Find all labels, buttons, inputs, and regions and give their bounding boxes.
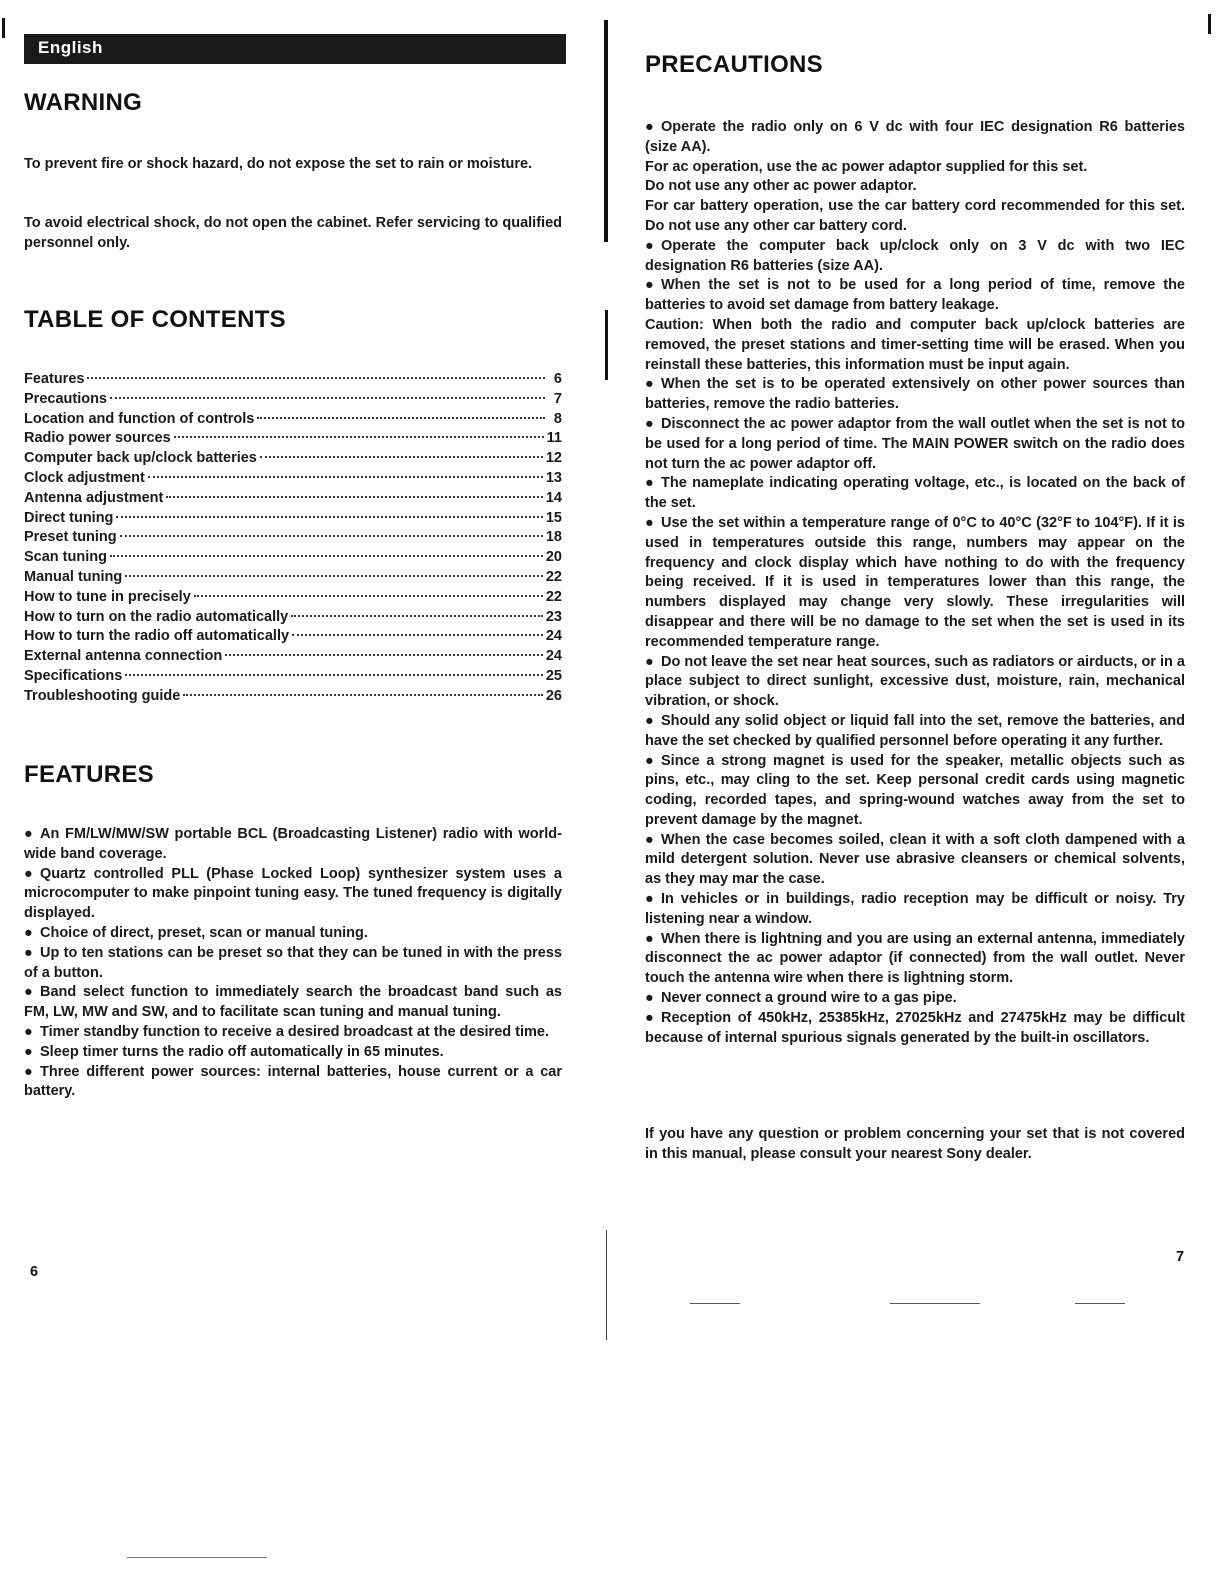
precaution-item <box>645 177 1185 197</box>
feature-item <box>24 1063 562 1103</box>
toc-leader-dots <box>292 634 543 636</box>
precautions-list <box>645 118 1185 1048</box>
precaution-item <box>645 276 1185 316</box>
precaution-item <box>645 831 1185 890</box>
precaution-item <box>645 653 1185 712</box>
bullet-icon: ● <box>645 653 654 670</box>
toc-entry-page: 20 <box>545 549 562 566</box>
toc-entry-page: 14 <box>545 489 562 506</box>
toc-leader-dots <box>120 535 543 537</box>
toc-entry-label: Preset tuning <box>24 529 117 546</box>
feature-text: Quartz controlled PLL (Phase Locked Loop) synthesizer system uses a microcomputer to make pinpoint tuning easy. The tuned frequency is digitally displayed. <box>24 865 562 922</box>
toc-entry-label: Manual tuning <box>24 568 123 585</box>
gutter-line-bottom <box>606 1230 607 1340</box>
precaution-text: For car battery operation, use the car battery cord recommended for this set. Do not use any other car battery cord. <box>645 198 1185 234</box>
toc-entry <box>24 589 562 609</box>
precaution-text: Do not leave the set near heat sources, such as radiators or airducts, or in a place subject to direct sunlight, excessive dust, moisture, rain, mechanical vibration, or shock. <box>645 653 1185 710</box>
bullet-icon: ● <box>645 376 654 393</box>
bullet-icon: ● <box>645 277 654 294</box>
toc-entry-page: 24 <box>545 648 562 665</box>
feature-text: Three different power sources: internal batteries, house current or a car battery. <box>24 1063 562 1100</box>
toc-leader-dots <box>260 456 543 458</box>
feature-item <box>24 983 562 1023</box>
toc-entry <box>24 628 562 648</box>
toc-entry-label: Troubleshooting guide <box>24 687 181 704</box>
precaution-text: For ac operation, use the ac power adaptor supplied for this set. <box>645 158 1088 175</box>
warning-paragraph-2: To avoid electrical shock, do not open the cabinet. Refer servicing to qualified personnel only. <box>24 215 562 251</box>
toc-entry <box>24 688 562 708</box>
precaution-text: Since a strong magnet is used for the speaker, metallic objects such as pins, etc., may cling to the set. Keep personal credit cards using magnetic coding, recorded tapes, and spring-wound watches away from the set to prevent damage by the magnet. <box>645 752 1185 828</box>
feature-item <box>24 944 562 984</box>
feature-item <box>24 1043 562 1063</box>
precaution-item <box>645 514 1185 653</box>
precaution-item <box>645 375 1185 415</box>
precaution-text: When there is lightning and you are using an external antenna, immediately disconnect the ac power adaptor (if connected) from the wall outlet. Never touch the antenna wire when there is lightning storm. <box>645 930 1185 987</box>
bullet-icon: ● <box>645 415 654 432</box>
precaution-item <box>645 1009 1185 1049</box>
toc-entry-page: 12 <box>545 450 562 467</box>
feature-text: Choice of direct, preset, scan or manual tuning. <box>40 924 368 941</box>
feature-text: Sleep timer turns the radio off automatically in 65 minutes. <box>40 1043 444 1060</box>
bullet-icon: ● <box>24 984 33 1001</box>
precaution-item <box>645 890 1185 930</box>
toc-leader-dots <box>87 377 545 379</box>
precaution-text: In vehicles or in buildings, radio reception may be difficult or noisy. Try listening near a window. <box>645 891 1185 927</box>
table-of-contents <box>24 371 562 708</box>
footer-rule-3 <box>1075 1303 1125 1304</box>
feature-item <box>24 825 562 865</box>
precaution-item <box>645 474 1185 514</box>
toc-leader-dots <box>116 516 542 518</box>
toc-entry <box>24 529 562 549</box>
precaution-item <box>645 237 1185 277</box>
toc-leader-dots <box>257 417 545 419</box>
toc-entry-label: How to turn the radio off automatically <box>24 628 290 645</box>
toc-leader-dots <box>148 476 543 478</box>
feature-text: Up to ten stations can be preset so that they can be tuned in with the press of a button. <box>24 944 562 981</box>
toc-entry-label: Antenna adjustment <box>24 489 164 506</box>
toc-entry-page: 26 <box>545 687 562 704</box>
toc-entry <box>24 668 562 688</box>
bullet-icon: ● <box>24 865 33 882</box>
toc-entry <box>24 609 562 629</box>
footer-rule-4 <box>127 1557 267 1558</box>
toc-leader-dots <box>110 555 543 557</box>
precaution-text: Never connect a ground wire to a gas pipe. <box>661 990 957 1007</box>
toc-entry-label: Specifications <box>24 667 123 684</box>
precaution-item <box>645 118 1185 158</box>
toc-entry-label: Clock adjustment <box>24 469 145 486</box>
toc-leader-dots <box>194 595 543 597</box>
bullet-icon: ● <box>645 514 654 531</box>
toc-entry-label: Location and function of controls <box>24 410 255 427</box>
bullet-icon: ● <box>24 1023 33 1040</box>
feature-item <box>24 924 562 944</box>
toc-leader-dots <box>174 436 544 438</box>
toc-leader-dots <box>166 496 542 498</box>
toc-heading: TABLE OF CONTENTS <box>24 306 286 333</box>
bullet-icon: ● <box>645 237 654 254</box>
precaution-text: Use the set within a temperature range of 0°C to 40°C (32°F to 104°F). If it is used in temperatures outside this range, numbers may appear on the frequency and clock display which have nothing to do with the frequency being received. If it is used in temperatures lower than this range, the numbers displayed may change very slowly. These irregularities will disappear and there will be no damage to the set when the set is used in its recommended temperature range. <box>645 514 1185 650</box>
bullet-icon: ● <box>645 712 654 729</box>
bullet-icon: ● <box>645 1009 654 1026</box>
precaution-text: Should any solid object or liquid fall into the set, remove the batteries, and have the set checked by qualified personnel before operating it any further. <box>645 712 1185 749</box>
toc-entry-label: Precautions <box>24 390 107 407</box>
precaution-text: The nameplate indicating operating voltage, etc., is located on the back of the set. <box>645 475 1185 512</box>
toc-entry <box>24 569 562 589</box>
features-list <box>24 825 562 1102</box>
toc-entry <box>24 430 562 450</box>
scan-edge-right <box>1208 14 1211 34</box>
toc-entry <box>24 490 562 510</box>
scan-edge-left <box>2 18 5 38</box>
precautions-closing: If you have any question or problem concerning your set that is not covered in this manual, please consult your nearest Sony dealer. <box>645 1126 1185 1162</box>
toc-entry-page: 11 <box>546 430 562 447</box>
toc-entry-label: Features <box>24 371 85 387</box>
toc-entry-label: Scan tuning <box>24 549 107 566</box>
bullet-icon: ● <box>645 990 654 1007</box>
toc-entry <box>24 450 562 470</box>
precaution-item <box>645 316 1185 375</box>
precaution-item <box>645 989 1185 1009</box>
precaution-item <box>645 158 1185 178</box>
bullet-icon: ● <box>645 831 654 848</box>
toc-entry <box>24 391 562 411</box>
toc-entry <box>24 470 562 490</box>
toc-entry-page: 8 <box>553 410 562 427</box>
toc-entry <box>24 371 562 391</box>
toc-leader-dots <box>225 654 543 656</box>
toc-entry-label: External antenna connection <box>24 648 223 665</box>
toc-entry <box>24 510 562 530</box>
toc-entry-page: 15 <box>545 509 562 526</box>
precautions-heading: PRECAUTIONS <box>645 51 823 78</box>
toc-entry-label: How to tune in precisely <box>24 588 191 605</box>
toc-leader-dots <box>125 674 543 676</box>
toc-entry-page: 22 <box>545 588 562 605</box>
footer-rule-2 <box>890 1303 980 1304</box>
precaution-text: Operate the computer back up/clock only on 3 V dc with two IEC designation R6 batteries (size AA). <box>645 237 1185 274</box>
toc-entry <box>24 549 562 569</box>
footer-rule-1 <box>690 1303 740 1304</box>
features-heading: FEATURES <box>24 761 154 788</box>
precaution-item <box>645 415 1185 474</box>
precaution-text: Do not use any other ac power adaptor. <box>645 178 917 195</box>
warning-paragraph-1: To prevent fire or shock hazard, do not expose the set to rain or moisture. <box>24 156 533 172</box>
precaution-text: When the set is to be operated extensively on other power sources than batteries, remove the radio batteries. <box>645 376 1185 413</box>
toc-entry <box>24 411 562 431</box>
precaution-item <box>645 712 1185 752</box>
feature-text: Band select function to immediately search the broadcast band such as FM, LW, MW and SW, and to facilitate scan tuning and manual tuning. <box>24 984 562 1021</box>
precaution-item <box>645 752 1185 831</box>
toc-entry-page: 25 <box>545 667 562 684</box>
bullet-icon: ● <box>24 1063 33 1080</box>
toc-entry <box>24 648 562 668</box>
toc-leader-dots <box>125 575 543 577</box>
bullet-icon: ● <box>24 944 33 961</box>
bullet-icon: ● <box>645 475 654 492</box>
bullet-icon: ● <box>645 752 654 769</box>
language-tab: English <box>24 34 566 64</box>
warning-heading: WARNING <box>24 89 143 116</box>
toc-leader-dots <box>291 615 543 617</box>
toc-entry-label: How to turn on the radio automatically <box>24 608 289 625</box>
bullet-icon: ● <box>645 119 654 135</box>
precaution-item <box>645 197 1185 237</box>
bullet-icon: ● <box>645 891 654 908</box>
precaution-text: Caution: When both the radio and computer back up/clock batteries are removed, the preset stations and timer-setting time will be erased. When you reinstall these batteries, this information must be input again. <box>645 316 1185 373</box>
feature-item <box>24 865 562 924</box>
precaution-item <box>645 930 1185 989</box>
toc-entry-page: 24 <box>545 628 562 645</box>
precaution-text: Disconnect the ac power adaptor from the wall outlet when the set is not to be used for a long period of time. The MAIN POWER switch on the radio does not turn the ac power adaptor off. <box>645 415 1185 472</box>
toc-entry-page: 13 <box>545 469 562 486</box>
toc-entry-page: 6 <box>553 371 562 387</box>
precaution-text: Reception of 450kHz, 25385kHz, 27025kHz and 27475kHz may be difficult because of internal spurious signals generated by the built-in oscillators. <box>645 1009 1185 1046</box>
toc-leader-dots <box>110 397 545 399</box>
feature-text: Timer standby function to receive a desired broadcast at the desired time. <box>40 1023 549 1040</box>
feature-item <box>24 1023 562 1043</box>
precaution-text: Operate the radio only on 6 V dc with four IEC designation R6 batteries (size AA). <box>645 119 1185 155</box>
bullet-icon: ● <box>24 924 33 941</box>
toc-entry-label: Radio power sources <box>24 430 171 447</box>
toc-entry-page: 18 <box>545 529 562 546</box>
precaution-text: When the set is not to be used for a long period of time, remove the batteries to avoid set damage from battery leakage. <box>645 277 1185 314</box>
feature-text: An FM/LW/MW/SW portable BCL (Broadcasting Listener) radio with world-wide band coverage. <box>24 826 562 862</box>
toc-entry-label: Computer back up/clock batteries <box>24 450 257 467</box>
toc-entry-page: 23 <box>545 608 562 625</box>
toc-entry-page: 7 <box>553 390 562 407</box>
bullet-icon: ● <box>24 1043 33 1060</box>
toc-leader-dots <box>183 694 543 696</box>
gutter-line-mid <box>605 310 608 380</box>
toc-entry-page: 22 <box>545 568 562 585</box>
gutter-line-top <box>604 20 608 242</box>
precaution-text: When the case becomes soiled, clean it with a soft cloth dampened with a mild detergent solution. Never use abrasive cleansers or chemical solvents, as they may mar the case. <box>645 831 1185 888</box>
toc-entry-label: Direct tuning <box>24 509 114 526</box>
page-number-right: 7 <box>1176 1249 1185 1265</box>
page-number-left: 6 <box>30 1264 39 1280</box>
bullet-icon: ● <box>645 930 654 947</box>
bullet-icon: ● <box>24 826 33 842</box>
